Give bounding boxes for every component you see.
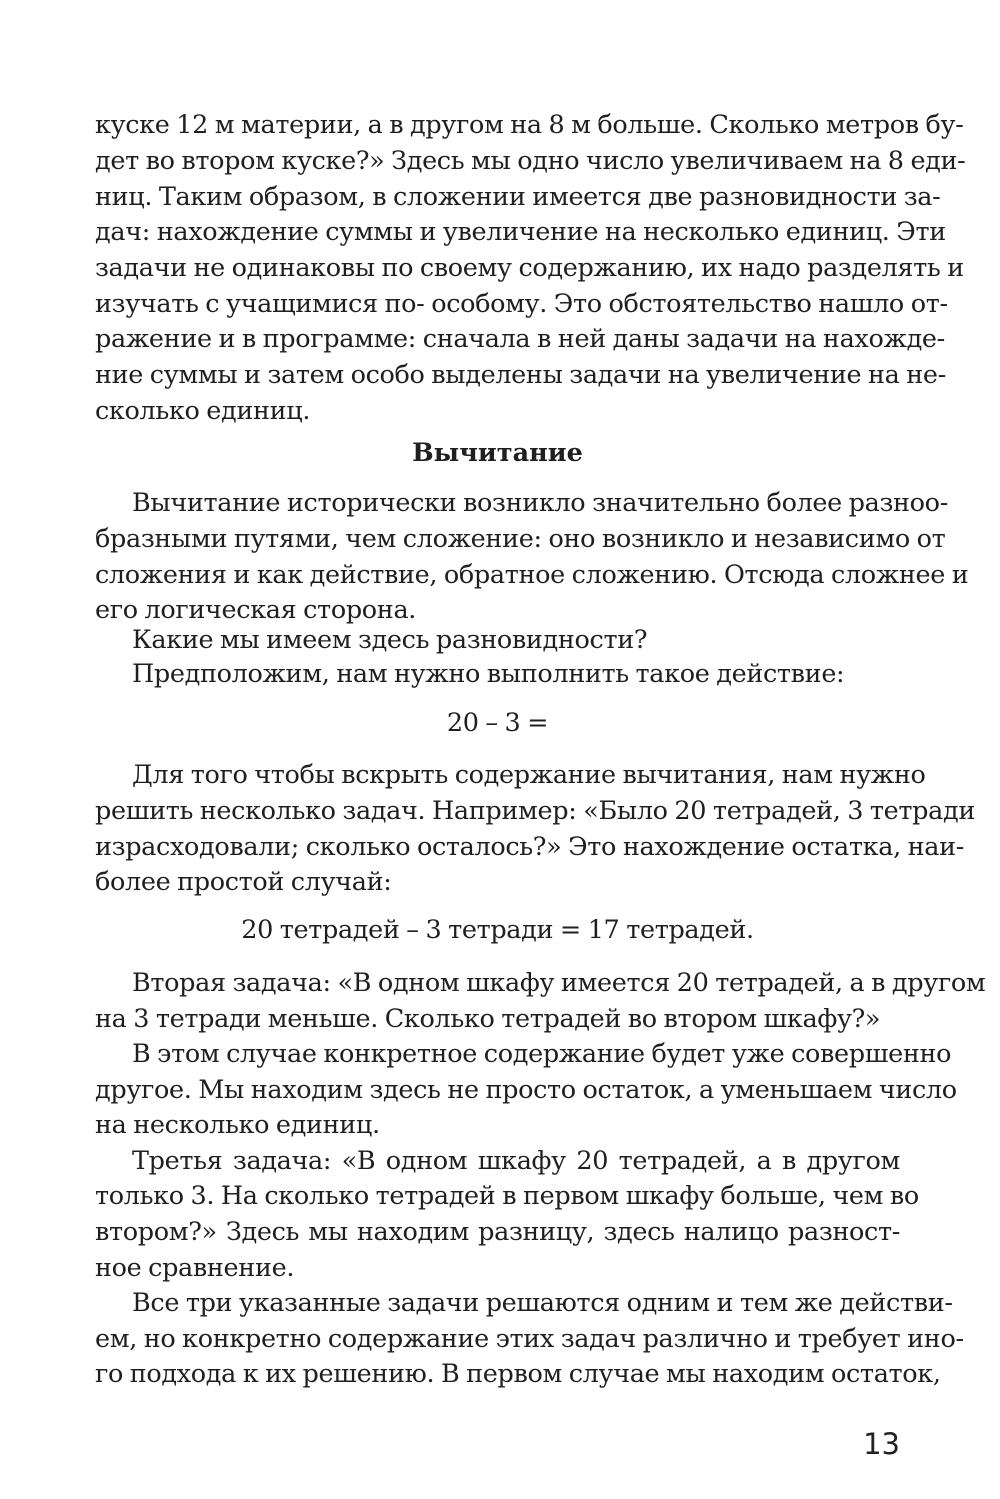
text-line: на несколько единиц.	[95, 1110, 380, 1140]
text-line: Все три указанные задачи решаются одним и тем же действи-	[132, 1288, 953, 1318]
page-number: 13	[863, 1427, 900, 1461]
formula: 20 – 3 =	[446, 708, 549, 738]
text-line: дет во втором куске?» Здесь мы одно число увеличиваем на 8 еди-	[95, 146, 966, 176]
text-line: В этом случае конкретное содержание будет уже совершенно	[132, 1039, 952, 1069]
text-line: куске 12 м материи, а в другом на 8 м больше. Сколько метров бу-	[95, 110, 964, 140]
text-line: ем, но конкретно содержание этих задач различно и требует ино-	[95, 1324, 964, 1354]
text-line: Какие мы имеем здесь разновидности?	[132, 625, 648, 655]
text-line: решить несколько задач. Например: «Было 20 тетрадей, 3 тетради	[95, 796, 975, 826]
text-line: ние суммы и затем особо выделены задачи на увеличение на не-	[95, 360, 946, 390]
text-line: сложения и как действие, обратное сложению. Отсюда сложнее и	[95, 560, 969, 590]
formula: 20 тетрадей – 3 тетради = 17 тетрадей.	[241, 915, 754, 945]
text-line: более простой случай:	[95, 867, 392, 897]
text-line: Предположим, нам нужно выполнить такое действие:	[132, 659, 845, 689]
text-line: израсходовали; сколько осталось?» Это нахождение остатка, наи-	[95, 832, 964, 862]
text-line: го подхода к их решению. В первом случае мы находим остаток,	[95, 1359, 941, 1389]
section-heading: Вычитание	[412, 438, 583, 468]
text-line: втором?» Здесь мы находим разницу, здесь налицо разност-	[95, 1217, 900, 1247]
text-line: задачи не одинаковы по своему содержанию, их надо разделять и	[95, 253, 964, 283]
text-line: ражение и в программе: сначала в ней даны задачи на нахожде-	[95, 324, 945, 354]
text-line: Вычитание исторически возникло значительно более разноо-	[132, 488, 948, 518]
text-line: дач: нахождение суммы и увеличение на несколько единиц. Эти	[95, 217, 946, 247]
text-line: ное сравнение.	[95, 1253, 295, 1283]
text-line: только 3. На сколько тетрадей в первом шкафу больше, чем во	[95, 1181, 919, 1211]
text-line: изучать с учащимися по- особому. Это обстоятельство нашло от-	[95, 289, 948, 319]
text-line: Третья задача: «В одном шкафу 20 тетрадей, а в другом	[132, 1146, 900, 1176]
text-line: сколько единиц.	[95, 396, 311, 426]
text-line: другое. Мы находим здесь не просто остаток, а уменьшаем число	[95, 1075, 957, 1105]
text-line: ниц. Таким образом, в сложении имеется две разновидности за-	[95, 182, 941, 212]
text-line: Вторая задача: «В одном шкафу имеется 20 тетрадей, а в другом	[132, 968, 986, 998]
text-line: Для того чтобы вскрыть содержание вычитания, нам нужно	[132, 760, 926, 790]
text-line: на 3 тетради меньше. Сколько тетрадей во втором шкафу?»	[95, 1004, 881, 1034]
text-line: бразными путями, чем сложение: оно возникло и независимо от	[95, 524, 946, 554]
text-line: его логическая сторона.	[95, 595, 417, 625]
